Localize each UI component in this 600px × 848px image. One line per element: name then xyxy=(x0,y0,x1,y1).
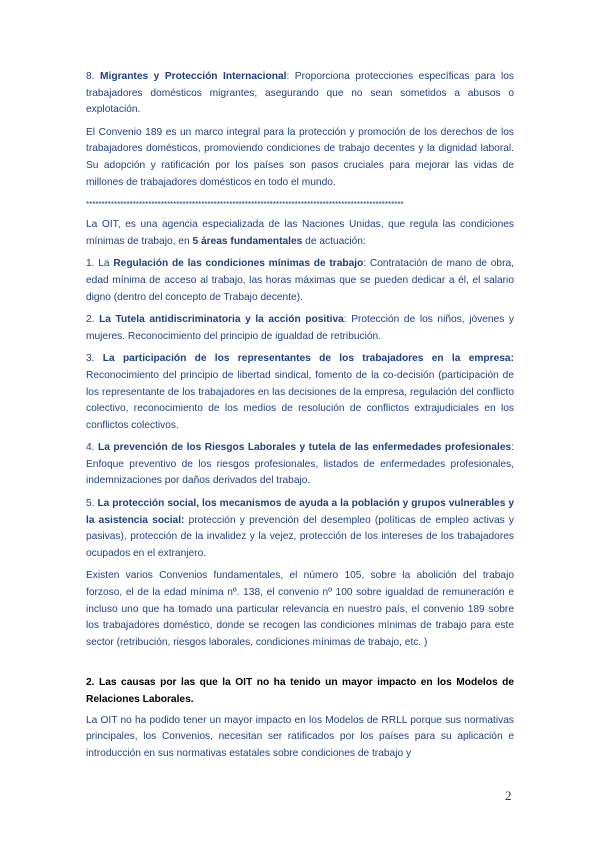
paragraph-text: : Enfoque preventivo de los riesgos profesionales, listados de enfermedades profesionales, indemnizaciones por daños derivados del trabajo. xyxy=(86,442,514,487)
paragraph-text: : Contratación de mano de obra, edad mínima de acceso al trabajo, las horas máximas que se pueden dedicar a él, el salario digno (dentro del concepto de Trabajo decente). xyxy=(86,258,514,303)
paragraph-text: La OIT, es una agencia especializada de las Naciones Unidas, que regula las condiciones mínimas de trabajo, en xyxy=(86,219,514,247)
paragraph-area-2 xyxy=(86,312,514,345)
page-number: 2 xyxy=(505,788,512,803)
paragraph-area-4 xyxy=(86,440,514,490)
paragraph-oit-intro xyxy=(86,217,514,250)
list-number: 4. xyxy=(86,442,98,454)
paragraph-question-2: La OIT no ha podido tener un mayor impacto en los Modelos de RRLL porque sus normativas principales, los Convenios, necesitan ser ratificados por los países para su aplicación e introducción en sus normativas estatales sobre condiciones de trabajo y xyxy=(86,714,514,759)
list-number: 2. xyxy=(86,314,100,326)
paragraph-section-8 xyxy=(86,69,514,119)
list-number: 5. xyxy=(86,498,98,510)
bold-title: La Tutela antidiscriminatoria y la acción positiva xyxy=(99,314,344,326)
paragraph-area-5 xyxy=(86,496,514,562)
paragraph-text: : Proporciona protecciones específicas para los trabajadores domésticos migrantes, asegurando que no sean sometidos a abusos o explotación. xyxy=(86,71,514,116)
bold-title: Migrantes y Protección Internacional xyxy=(100,71,287,82)
paragraph-area-3 xyxy=(86,351,514,434)
bold-title: La participación de los representantes de los trabajadores en la empresa: xyxy=(102,353,514,365)
question-2-heading: 2. Las causas por las que la OIT no ha tenido un mayor impacto en los Modelos de Relaciones Laborales. xyxy=(86,677,514,705)
paragraph-area-1 xyxy=(86,256,514,306)
bold-title: La protección social, los mecanismos de ayuda a la población y grupos vulnerables y la asistencia social: xyxy=(86,498,514,526)
paragraph-text: de actuación: xyxy=(302,235,366,247)
list-number: 1. La xyxy=(86,258,114,270)
bold-text: 5 áreas fundamentales xyxy=(192,235,303,247)
paragraph-text: Reconocimiento del principio de libertad sindical, fomento de la co-decisión (participación de los representante de los trabajadores en las decisiones de la empresa, regulación del conflicto colectivo, reconocimiento de los medios de resolución de conflictos extrajudiciales en los conflictos colectivos. xyxy=(86,369,514,431)
list-number: 3. xyxy=(86,353,103,365)
paragraph-text: protección y prevención del desempleo (políticas de empleo activas y pasivas), protección de la invalidez y la vejez, protección de los intereses de los trabajadores ocupados en el extranjero. xyxy=(86,514,514,559)
paragraph-convenios-fundamentales: Existen varios Convenios fundamentales, el número 105, sobre la abolición del trabajo forzoso, el de la edad mínima nº. 138, el convenio nº 100 sobre igualdad de remuneración e incluso uno que ha tomado una particular relevancia en nuestro país, el convenio 189 sobre los trabajadores doméstico, donde se recogen las condiciones mínimas de trabajo para este sector (retribución, riesgos laborales, condiciones mínimas de trabajo, etc. ) xyxy=(86,570,514,648)
paragraph-text: : Protección de los niños, jóvenes y mujeres. Reconocimiento del principio de igualdad de retribución. xyxy=(86,314,514,342)
paragraph-convenio-summary: El Convenio 189 es un marco integral para la protección y promoción de los derechos de los trabajadores domésticos, promoviendo condiciones de trabajo decentes y la dignidad laboral. Su adopción y ratificación por los países son pasos cruciales para mejorar las vidas de millones de trabajadores domésticos en todo el mundo. xyxy=(86,126,514,188)
page-content xyxy=(86,69,514,768)
bold-title: Regulación de las condiciones mínimas de trabajo xyxy=(113,258,364,270)
list-number: 8. xyxy=(86,71,101,82)
bold-title: La prevención de los Riesgos Laborales y tutela de las enfermedades profesionales xyxy=(97,442,512,454)
separator-line: ****************************************************************************************************** xyxy=(86,200,404,210)
